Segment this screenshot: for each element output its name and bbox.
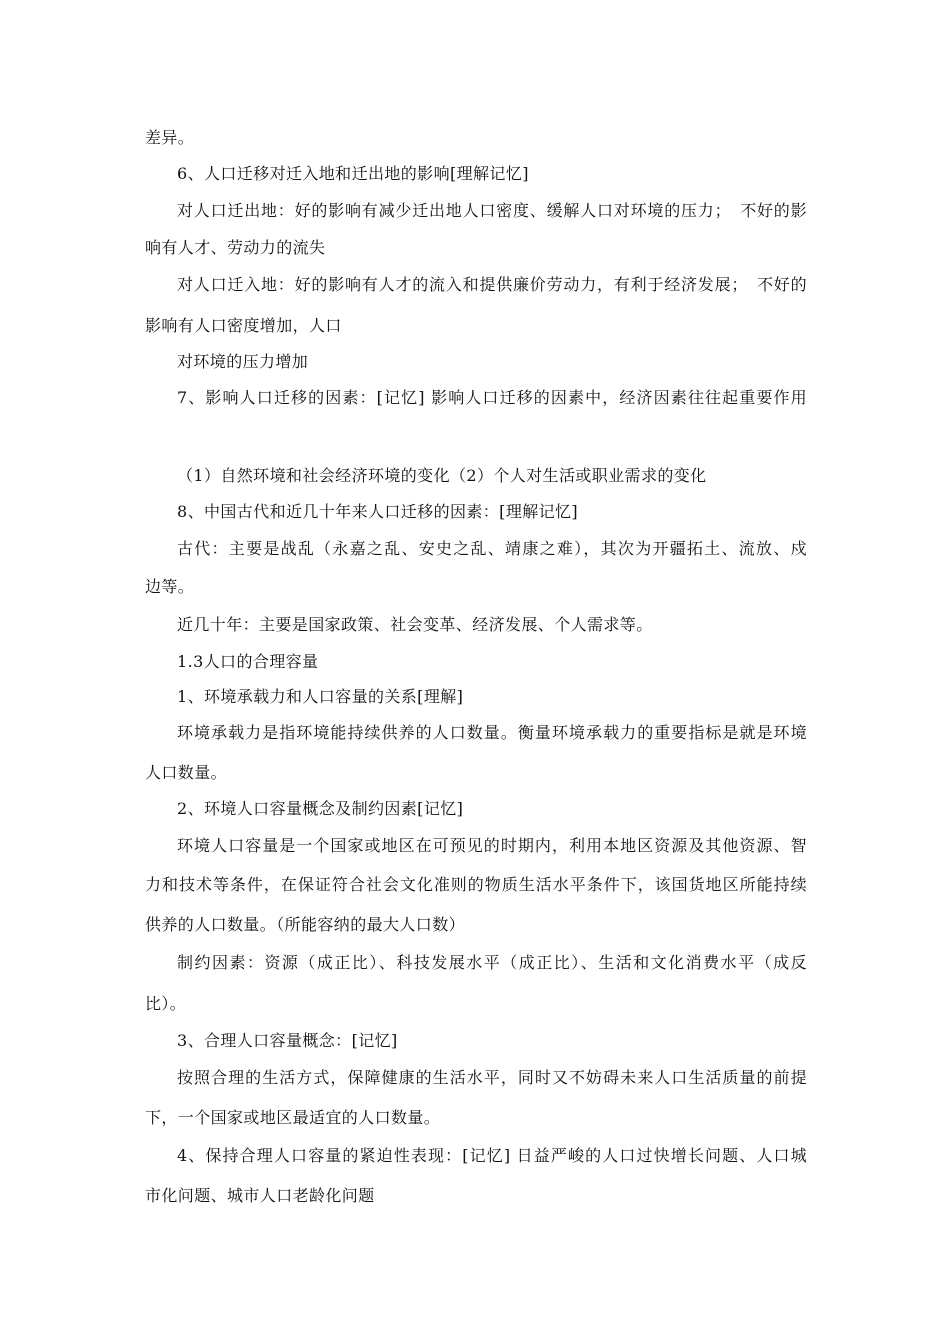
text-line: 古代：主要是战乱（永嘉之乱、安史之乱、靖康之难），其次为开疆拓土、流放、戍 bbox=[177, 539, 807, 558]
text-line: 影响有人口密度增加，人口 bbox=[145, 316, 342, 335]
text-line: 环境人口容量是一个国家或地区在可预见的时期内，利用本地区资源及其他资源、智 bbox=[177, 836, 807, 855]
text-line: 制约因素：资源（成正比）、科技发展水平（成正比）、生活和文化消费水平（成反 bbox=[177, 953, 807, 972]
section-heading: 4、保持合理人口容量的紧迫性表现：[记忆] 日益严峻的人口过快增长问题、人口城 bbox=[177, 1146, 807, 1165]
text-line: 按照合理的生活方式，保障健康的生活水平，同时又不妨碍未来人口生活质量的前提 bbox=[177, 1068, 807, 1087]
text-line: 比）。 bbox=[145, 994, 187, 1013]
text-line: 市化问题、城市人口老龄化问题 bbox=[145, 1186, 375, 1205]
text-line: 差异。 bbox=[145, 128, 195, 147]
text-line: 人口数量。 bbox=[145, 763, 228, 782]
text-line: 边等。 bbox=[145, 577, 195, 596]
section-heading: 6、人口迁移对迁入地和迁出地的影响[理解记忆] bbox=[177, 164, 529, 183]
text-line: 力和技术等条件，在保证符合社会文化准则的物质生活水平条件下，该国货地区所能持续 bbox=[145, 875, 807, 894]
section-heading: 8、中国古代和近几十年来人口迁移的因素：[理解记忆] bbox=[177, 502, 579, 521]
text-line: 近几十年：主要是国家政策、社会变革、经济发展、个人需求等。 bbox=[177, 615, 653, 634]
section-heading: 3、合理人口容量概念：[记忆] bbox=[177, 1031, 398, 1050]
section-heading: 1、环境承载力和人口容量的关系[理解] bbox=[177, 687, 464, 706]
text-line: 对人口迁入地：好的影响有人才的流入和提供廉价劳动力，有利于经济发展； 不好的 bbox=[177, 275, 807, 294]
text-line: 环境承载力是指环境能持续供养的人口数量。衡量环境承载力的重要指标是就是环境 bbox=[177, 723, 807, 742]
text-line: 供养的人口数量。（所能容纳的最大人口数） bbox=[145, 915, 466, 934]
text-line: 响有人才、劳动力的流失 bbox=[145, 238, 326, 257]
text-line: 对人口迁出地：好的影响有减少迁出地人口密度、缓解人口对环境的压力； 不好的影 bbox=[177, 201, 807, 220]
section-heading: 2、环境人口容量概念及制约因素[记忆] bbox=[177, 799, 464, 818]
text-line: 下，一个国家或地区最适宜的人口数量。 bbox=[145, 1108, 441, 1127]
section-title: 1.3人口的合理容量 bbox=[177, 652, 319, 671]
text-line: （1）自然环境和社会经济环境的变化（2）个人对生活或职业需求的变化 bbox=[177, 466, 707, 485]
text-line: 对环境的压力增加 bbox=[177, 352, 309, 371]
section-heading: 7、影响人口迁移的因素：[记忆] 影响人口迁移的因素中，经济因素往往起重要作用 bbox=[177, 388, 807, 407]
